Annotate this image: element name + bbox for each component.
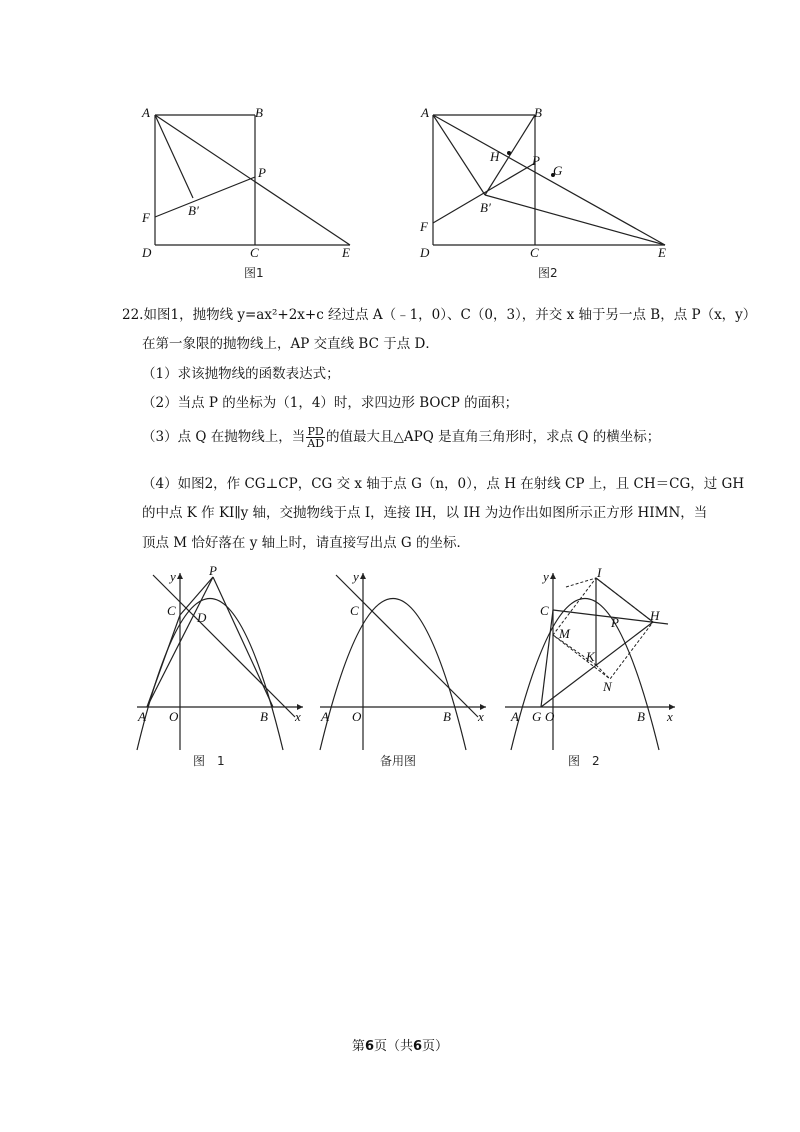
point-label: D xyxy=(197,610,207,625)
point-label: A xyxy=(321,709,329,724)
point-label: C xyxy=(250,245,259,260)
point-label: K xyxy=(586,649,595,664)
point-label: F xyxy=(420,219,428,234)
pd-ad-fraction xyxy=(306,426,325,449)
point-label: C xyxy=(540,603,549,618)
point-label: F xyxy=(142,210,150,225)
line-bc xyxy=(153,575,295,717)
point-label: H xyxy=(490,149,500,164)
point-label: A xyxy=(421,105,429,120)
question-3-before: （3）点 Q 在抛物线上，当 xyxy=(142,429,306,445)
figure-caption: 图 2 xyxy=(568,754,600,768)
footer-mid: 页（共 xyxy=(373,1039,413,1054)
y-axis-arrow xyxy=(550,573,556,579)
line-bc xyxy=(336,575,478,717)
point-label: I xyxy=(597,565,602,580)
point-label: B xyxy=(260,709,268,724)
point-label: D xyxy=(420,245,430,260)
footer-total-pages: 6 xyxy=(413,1039,423,1054)
fraction-denominator: AD xyxy=(307,437,325,450)
page-footer xyxy=(0,1035,800,1054)
point-label: O xyxy=(545,709,555,724)
figure-caption: 图1 xyxy=(244,266,264,280)
point-label: E xyxy=(342,245,350,260)
point-label: A xyxy=(138,709,146,724)
point-label: O xyxy=(352,709,362,724)
segment-ab-prime xyxy=(433,115,485,195)
problem-intro-line-1 xyxy=(122,305,757,325)
top-figure-2 xyxy=(410,95,680,285)
point-label: H xyxy=(650,608,660,623)
problem-number: 22. xyxy=(122,307,144,323)
y-axis-arrow xyxy=(177,573,183,579)
question-3-after: 的值最大且△APQ 是直角三角形时，求点 Q 的横坐标； xyxy=(326,429,661,445)
figure-caption: 图 1 xyxy=(193,754,225,768)
figure-caption: 备用图 xyxy=(380,754,417,768)
point-label: P xyxy=(532,153,540,168)
axis-label-y: y xyxy=(170,569,176,584)
footer-suffix: 页） xyxy=(422,1039,449,1054)
question-2: （2）当点 P 的坐标为（1，4）时，求四边形 BOCP 的面积； xyxy=(142,395,519,411)
axis-label-x: x xyxy=(478,709,484,724)
point-label: A xyxy=(142,105,150,120)
segment-ae xyxy=(433,115,665,245)
segment-gh xyxy=(541,622,653,707)
axis-label-y: y xyxy=(353,569,359,584)
point-label: G xyxy=(532,709,542,724)
bottom-figure-1 xyxy=(135,565,310,775)
point-label: C xyxy=(530,245,539,260)
segment-pb xyxy=(213,577,273,707)
point-label: C xyxy=(167,603,176,618)
point-label: N xyxy=(603,679,612,694)
question-4-line-1: （4）如图2，作 CG⊥CP，CG 交 x 轴于点 G（n，0），点 H 在射线 CP 上，且 CH＝CG，过 GH xyxy=(142,476,745,492)
segment-cg xyxy=(541,610,553,707)
question-4-line-3: 顶点 M 恰好落在 y 轴上时，请直接写出点 G 的坐标． xyxy=(142,535,470,551)
question-1: （1）求该抛物线的函数表达式； xyxy=(142,366,340,382)
parabola xyxy=(320,599,466,751)
segment-ac xyxy=(147,615,180,707)
point-label: D xyxy=(142,245,152,260)
segment-f-p xyxy=(155,177,255,217)
point-h-dot xyxy=(507,151,511,155)
point-label: A xyxy=(511,709,519,724)
fraction-numerator: PD xyxy=(307,425,324,438)
point-label: B xyxy=(443,709,451,724)
point-label: B′ xyxy=(480,200,491,215)
axis-label-x: x xyxy=(295,709,301,724)
point-label: G xyxy=(553,163,563,178)
segment-ih xyxy=(596,578,653,622)
point-label: E xyxy=(658,245,666,260)
point-label: B xyxy=(534,105,542,120)
top-figure-1 xyxy=(130,95,370,285)
point-label: P xyxy=(611,615,619,630)
point-label: M xyxy=(559,626,570,641)
footer-prefix: 第 xyxy=(351,1039,365,1054)
point-label: P xyxy=(209,565,217,578)
problem-intro-line-2: 在第一象限的抛物线上，AP 交直线 BC 于点 D． xyxy=(142,336,439,352)
point-label: B xyxy=(637,709,645,724)
figure-caption: 图2 xyxy=(538,266,558,280)
question-4-line-2: 的中点 K 作 KI∥y 轴，交抛物线于点 I，连接 IH，以 IH 为边作出如图所示正方形 HIMN，当 xyxy=(142,505,708,521)
bottom-figure-spare xyxy=(318,565,493,775)
dashed-helper-3 xyxy=(596,665,610,679)
axis-label-x: x xyxy=(667,709,673,724)
problem-intro-text: 如图1，抛物线 y=ax²+2x+c 经过点 A（﹣1，0）、C（0，3），并交 x 轴于另一点 B，点 P（x，y） xyxy=(143,307,757,323)
point-label: B′ xyxy=(188,203,199,218)
question-3 xyxy=(142,426,742,449)
y-axis-arrow xyxy=(360,573,366,579)
footer-page-number: 6 xyxy=(364,1039,374,1054)
bottom-figure-2 xyxy=(503,565,683,775)
point-label: C xyxy=(350,603,359,618)
segment-b-prime-e xyxy=(485,195,665,245)
point-label: B xyxy=(255,105,263,120)
dashed-helper-1 xyxy=(566,578,596,587)
point-label: O xyxy=(169,709,179,724)
point-label: P xyxy=(258,165,266,180)
axis-label-y: y xyxy=(543,569,549,584)
